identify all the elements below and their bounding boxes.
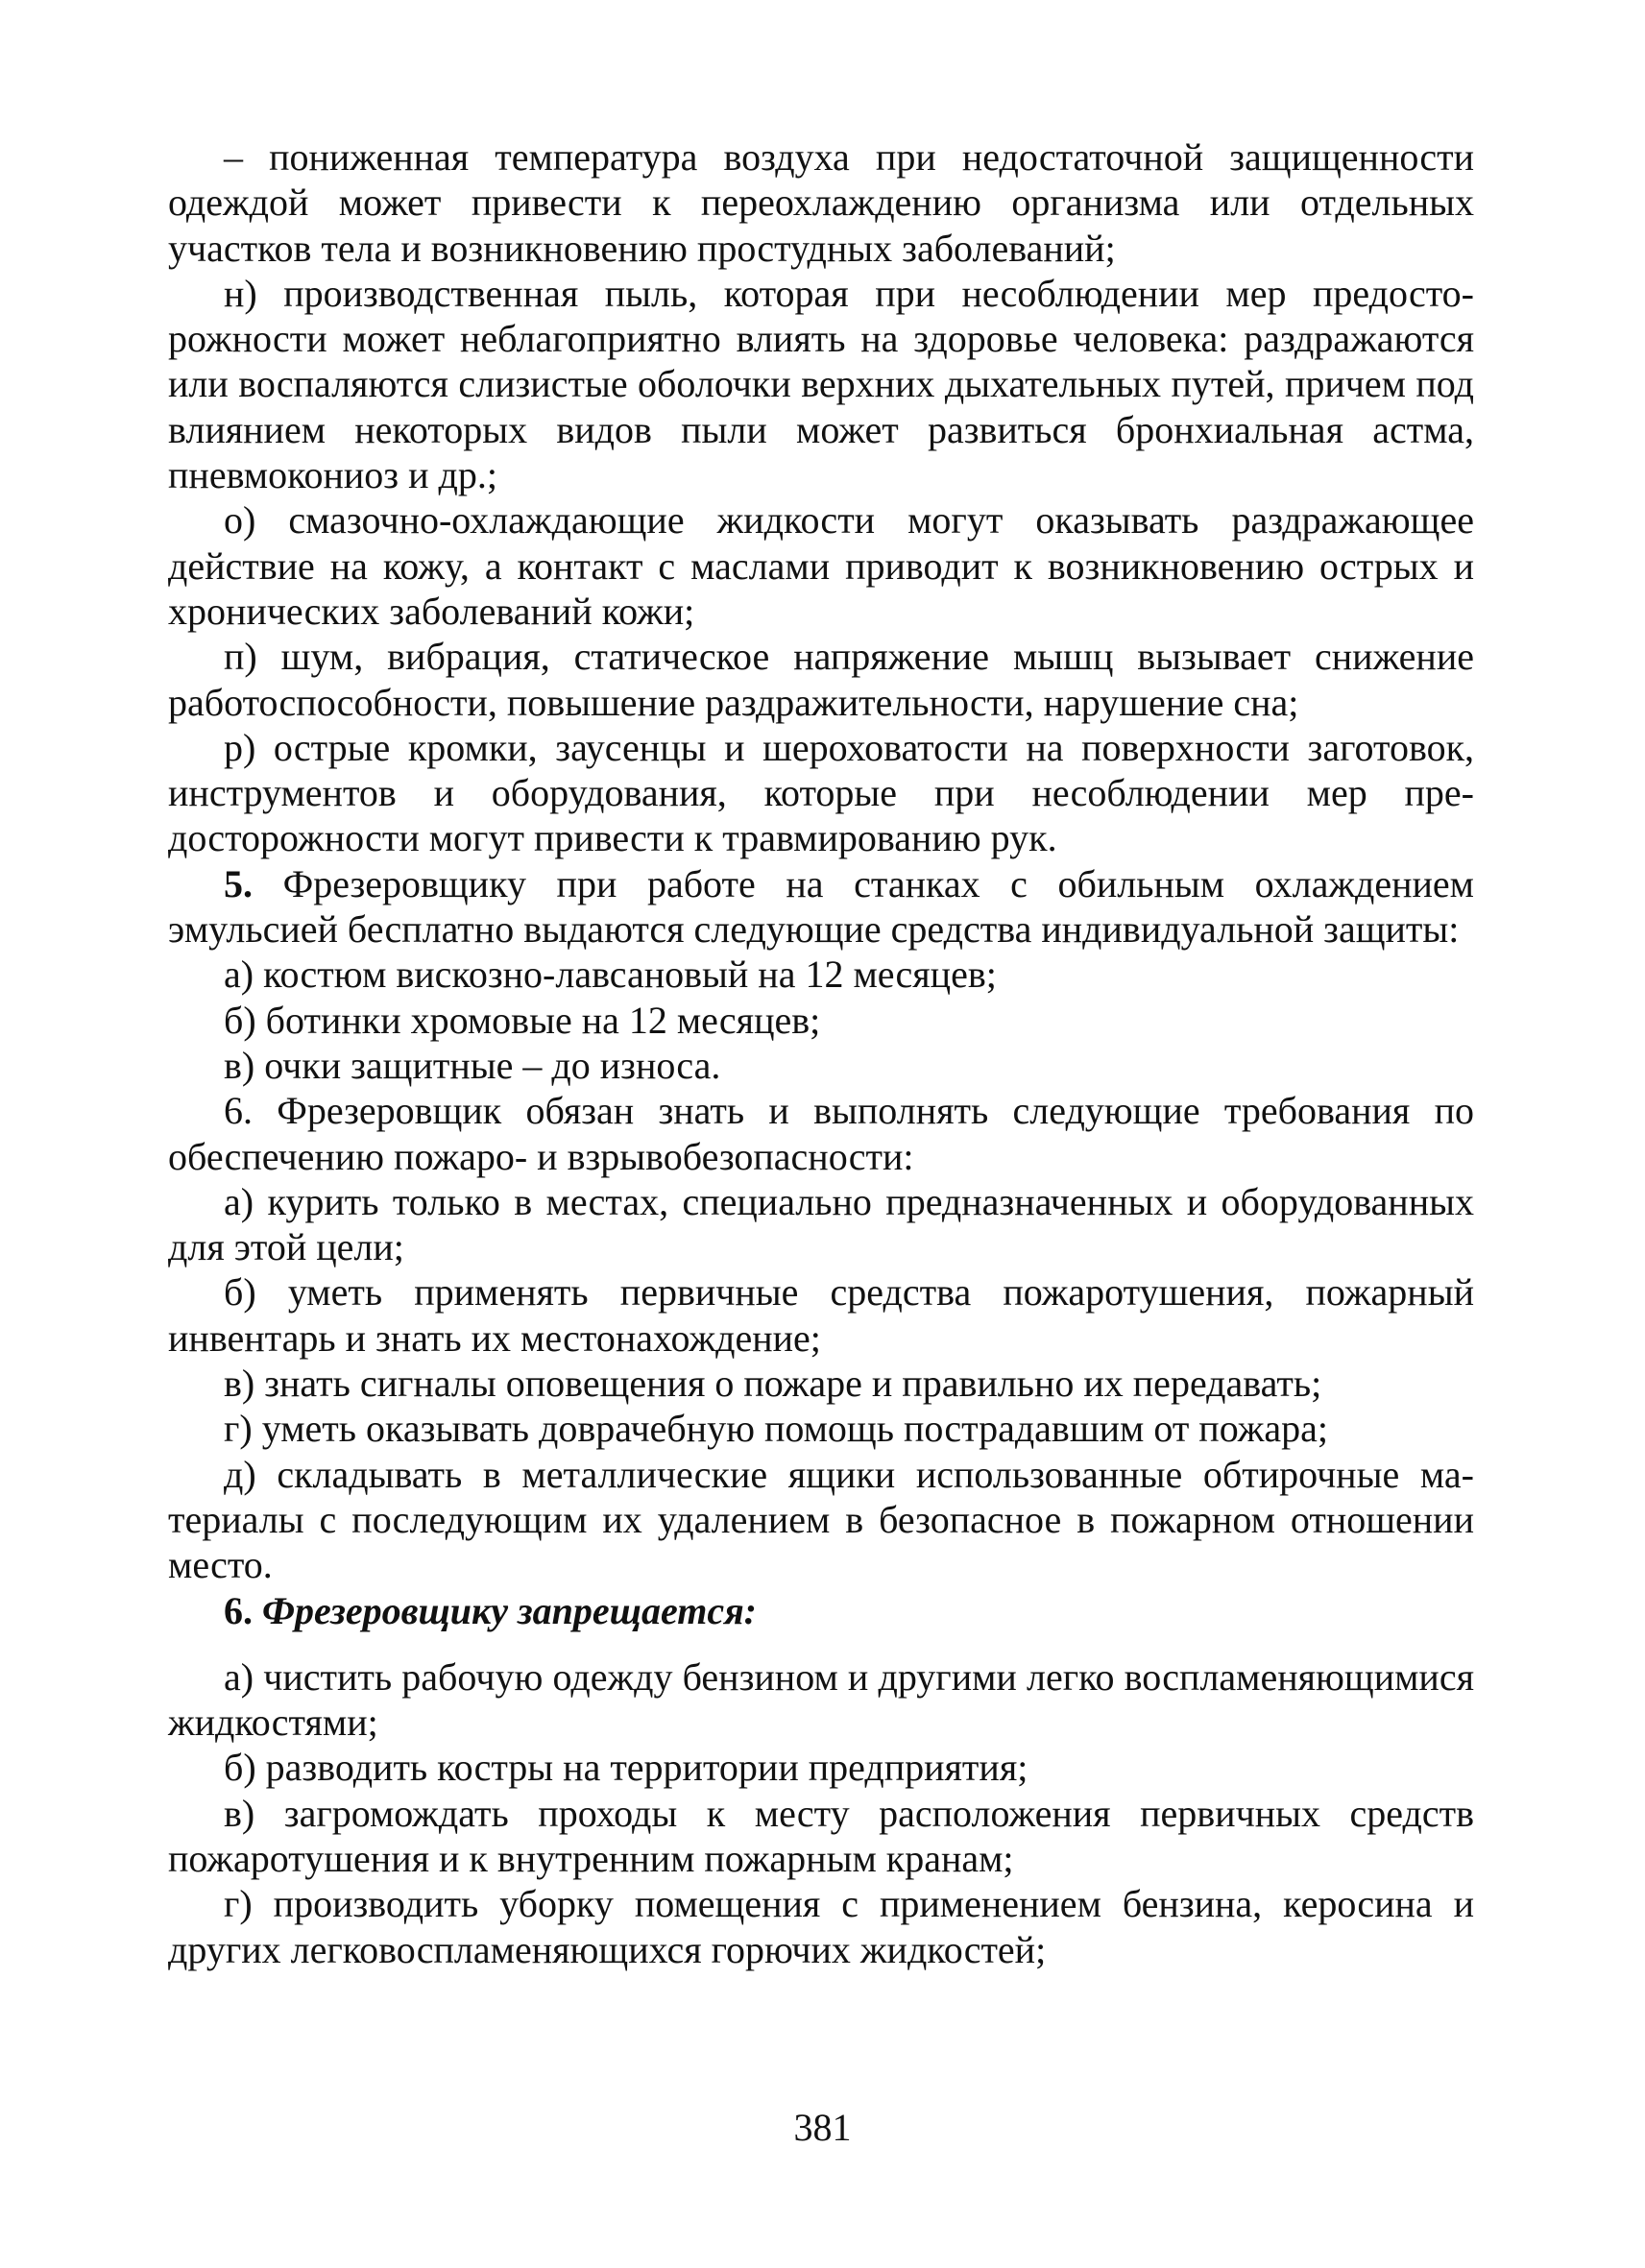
list-item: г) производить уборку помещения с применением бензина, керосина и других легковоспламеняющихся горючих жидкостей; [168,1882,1474,1971]
item-6-paragraph: 6. Фрезеровщик обязан знать и выполнять следующие требования по обеспечению пожаро- и взрывобезопасности: [168,1089,1474,1178]
list-item: в) загромождать проходы к месту расположения первичных средств пожаротушения и к внутренним пожарным кранам; [168,1791,1474,1880]
section-heading [168,1588,1474,1633]
item-5-number: 5. [224,861,253,905]
list-item: в) знать сигналы оповещения о пожаре и правильно их передавать; [224,1362,1322,1406]
paragraph: – пониженная температура воздуха при недостаточной защищенности одеждой может привести к переохлаждению организма или отдельных участков тела и возникновению простудных заболеваний; [168,135,1474,270]
paragraph: о) смазочно-охлаждающие жидкости могут оказывать раздражающее действие на кожу, а контакт с маслами приводит к возникновению острых и хронических заболеваний кожи; [168,498,1474,633]
section-heading-number: 6. [224,1588,253,1632]
paragraph: н) производственная пыль, которая при несоблюдении мер предосторожности может неблагоприятно влиять на здоровье человека: раздражаются или воспаляются слизистые оболочки верхних дыхательных путей, причем под влиянием некоторых видов пыли может развиться бронхиальная астма, пневмокониоз и др.; [168,271,1474,497]
list-item: д) складывать в металлические ящики использованные обтирочные материалы с последующим их удалением в безопасное в пожарном отношении место. [168,1452,1474,1587]
list-item: а) курить только в местах, специально предназначенных и оборудованных для этой цели; [168,1179,1474,1269]
list-item: а) костюм вискозно-лавсановый на 12 месяцев; [224,953,997,997]
paragraph: р) острые кромки, заусенцы и шероховатости на поверхности заготовок, инструментов и оборудования, которые при несоблюдении мер предосторожности могут привести к травмированию рук. [168,725,1474,860]
list-item: б) разводить костры на территории предприятия; [224,1746,1028,1790]
list-item: г) уметь оказывать доврачебную помощь пострадавшим от пожара; [224,1407,1328,1451]
list-item: а) чистить рабочую одежду бензином и другими легко воспламеняющимися жидкостями; [168,1654,1474,1745]
page-number: 381 [793,2106,852,2149]
list-item: в) очки защитные – до износа. [224,1043,721,1087]
body-text [168,134,1474,1972]
section-heading-text: Фрезеровщику запрещается: [262,1588,757,1632]
item-5-paragraph [168,861,1474,953]
list-item: б) ботинки хромовые на 12 месяцев; [224,998,821,1042]
list-item: б) уметь применять первичные средства пожаротушения, пожарный инвентарь и знать их местонахождение; [168,1270,1474,1360]
paragraph: п) шум, вибрация, статическое напряжение мышц вызывает снижение работоспособности, повышение раздражительности, нарушение сна; [168,635,1474,724]
item-5-text: Фрезеровщику при работе на станках с обильным охлаждением эмульсией бесплатно выдаются следующие средства индивидуальной защиты: [168,861,1474,952]
